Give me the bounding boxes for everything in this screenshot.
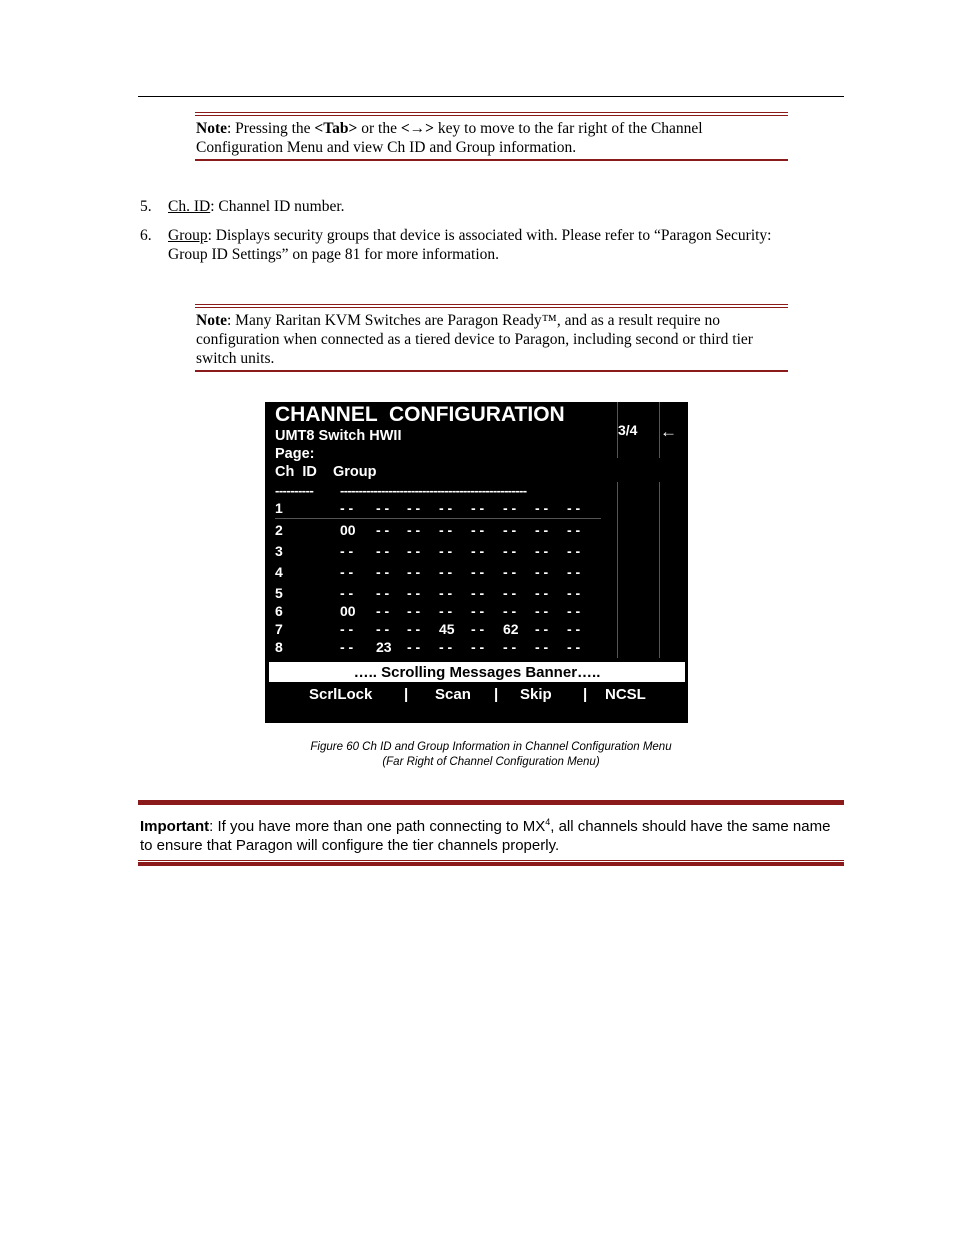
group-cell: 23 [376,639,392,655]
list-item-ch-id: 5. Ch. ID: Channel ID number. [140,198,345,215]
group-cell: 62 [503,621,519,637]
figure-caption [0,740,954,770]
row-rule [275,518,601,519]
group-cell: - - [439,500,453,516]
channel-id: 3 [275,543,283,559]
channel-id: 6 [275,603,283,619]
group-cell: - - [535,522,549,538]
group-cell: - - [503,603,517,619]
group-cell: - - [376,621,390,637]
group-cell: - - [567,543,581,559]
caption-line-1: Figure 60 Ch ID and Group Information in Channel Configuration Menu [310,741,672,753]
group-cell: - - [439,522,453,538]
group-cell: - - [503,522,517,538]
footer-key-scrllock[interactable]: ScrlLock [309,686,373,703]
group-cell: - - [407,639,421,655]
list-item-group: 6. Group: Displays security groups that device is associated with. Please refer to “Paragon Security: Group ID Settings” on page 81 for more information. [140,227,772,263]
group-cell: - - [535,585,549,601]
important-notice [138,800,844,866]
group-cell: 45 [439,621,455,637]
note-text: Note: Many Raritan KVM Switches are Paragon Ready™, and as a result require no configuration when connected as a tiered device to Paragon, including second or third tier switch units. [196,312,753,367]
group-cell: - - [535,639,549,655]
group-cell: - - [567,603,581,619]
group-cell: - - [471,522,485,538]
left-arrow-icon[interactable]: ← [660,422,677,441]
group-cell: - - [535,543,549,559]
group-cell: - - [471,564,485,580]
note-text: Note: Pressing the <Tab> or the <→> key to move to the far right of the Channel Configuration Menu and view Ch ID and Group information. [196,120,703,156]
group-cell: - - [340,500,354,516]
group-cell: - - [471,500,485,516]
group-cell: - - [471,543,485,559]
channel-id: 5 [275,585,283,601]
important-rule-bottom [138,860,844,861]
channel-id: 7 [275,621,283,637]
group-cell: - - [439,585,453,601]
group-cell: - - [503,639,517,655]
group-cell: - - [503,543,517,559]
device-name: UMT8 Switch HWII [275,428,402,444]
important-rule-bottom-thick [138,862,844,866]
group-cell: - - [340,564,354,580]
divider [659,402,660,458]
group-cell: - - [376,522,390,538]
group-cell: - - [471,603,485,619]
separator-group: -------------------------------------------------- [340,483,527,498]
group-cell: - - [376,585,390,601]
divider [617,482,618,658]
group-cell: - - [407,522,421,538]
footer-separator: | [404,686,409,703]
note-label: Note [196,120,227,137]
channel-id: 8 [275,639,283,655]
group-cell: - - [407,543,421,559]
group-cell: - - [567,564,581,580]
divider [659,482,660,658]
group-cell: - - [407,564,421,580]
divider [617,402,618,458]
page-label: Page: [275,446,315,462]
footer-key-skip[interactable]: Skip [520,686,552,703]
page-number: 3/4 [618,422,638,438]
footer-separator: | [583,686,588,703]
col-header-chid: Ch ID [275,464,317,480]
screen-title: CHANNEL CONFIGURATION [275,403,565,426]
group-cell: - - [439,543,453,559]
group-cell: - - [340,639,354,655]
note-tab-key [195,112,788,161]
group-cell: - - [340,543,354,559]
channel-configuration-screen [265,402,688,723]
group-cell: - - [340,621,354,637]
channel-id: 2 [275,522,283,538]
group-cell: - - [471,585,485,601]
note-rule-bottom [195,159,788,161]
col-header-group: Group [333,464,377,480]
footer-key-ncsl[interactable]: NCSL [605,686,646,703]
group-cell: - - [439,603,453,619]
group-cell: - - [535,500,549,516]
note-label: Note [196,312,227,329]
footer-separator: | [494,686,499,703]
tab-key: <Tab> [314,120,358,137]
group-cell: - - [535,621,549,637]
note-rule-bottom [195,370,788,372]
group-cell: - - [407,621,421,637]
group-cell: - - [471,621,485,637]
header-rule [138,96,844,97]
group-cell: - - [567,500,581,516]
term-group: Group [168,227,208,244]
group-cell: - - [439,639,453,655]
group-cell: - - [567,585,581,601]
group-cell: - - [407,500,421,516]
important-label: Important [140,818,210,835]
group-cell: - - [567,639,581,655]
group-cell: - - [340,585,354,601]
term-ch-id: Ch. ID [168,198,211,215]
scrolling-messages-banner: ….. Scrolling Messages Banner….. [268,661,686,683]
important-text: Important: If you have more than one path connecting to $MX^4$, all channels should have the same name to ensure that Paragon will configure the tier channels properly. [140,817,831,854]
arrow-key: <→> [400,120,435,137]
group-cell: - - [439,564,453,580]
group-cell: - - [407,603,421,619]
channel-id: 4 [275,564,283,580]
group-cell: 00 [340,522,356,538]
group-cell: - - [471,639,485,655]
note-paragon-ready [195,304,788,372]
group-cell: - - [535,603,549,619]
group-cell: - - [535,564,549,580]
group-cell: - - [503,564,517,580]
group-cell: - - [567,522,581,538]
group-cell: - - [407,585,421,601]
channel-id: 1 [275,500,283,516]
separator-chid: ---------- [275,483,314,498]
group-cell: - - [503,585,517,601]
group-cell: - - [376,603,390,619]
caption-line-2: (Far Right of Channel Configuration Menu) [382,756,600,768]
group-cell: - - [503,500,517,516]
group-cell: - - [567,621,581,637]
group-cell: 00 [340,603,356,619]
group-cell: - - [376,500,390,516]
footer-key-scan[interactable]: Scan [435,686,471,703]
group-cell: - - [376,564,390,580]
group-cell: - - [376,543,390,559]
